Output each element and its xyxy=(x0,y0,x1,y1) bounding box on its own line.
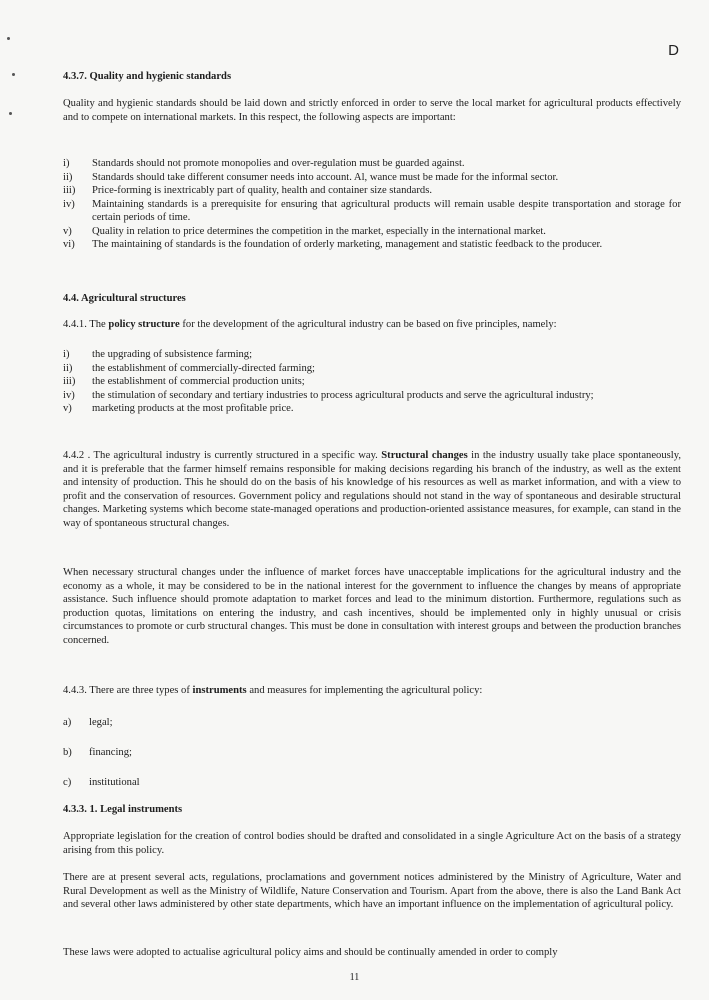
list-item: i) Standards should not promote monopolies and over-regulation must be guarded against. xyxy=(63,158,465,169)
page-number: 11 xyxy=(349,972,360,983)
list-item: c) institutional xyxy=(63,777,140,788)
list-item: ii) Standards should take different consumer needs into account. Al, wance must be made for the informal sector. xyxy=(63,171,559,183)
paragraph-443: 4.4.3. There are three types of instruments and measures for implementing the agricultural policy: xyxy=(63,685,483,696)
scan-speck xyxy=(9,112,12,115)
corner-letter: D xyxy=(668,42,679,59)
list-item: iv) Maintaining standards is a prerequisite for ensuring that agricultural products will remain usable despite transportation and storage for certain periods of time. xyxy=(63,198,681,223)
list-quality-aspects xyxy=(63,157,681,252)
paragraph-when-necessary: When necessary structural changes under the influence of market forces have unacceptable implications for the agricultural industry and the economy as a whole, it may be considered to be in the national interest for the government to influence the changes by means of appropriate assistance. Such influence should promote adaptation to market forces and lead to the minimum distortion. Furthermore, regulations such as production quotas, limitations on entering the industry, and cash incentives, should be implemented only in highly unusual or crisis circumstances to promote or curb structural changes. This must be done in consultation with interest groups and between the production branches concerned. xyxy=(63,567,681,646)
paragraph-legal-2: There are at present several acts, regulations, proclamations and government notices administered by the Ministry of Agriculture, Water and Rural Development as well as the Ministry of Wildlife, Nature Conservation and Tourism. Apart from the above, there is also the Land Bank Act and several other laws administered by other state departments, which have an important influence on the implementation of agricultural policy. xyxy=(63,872,681,910)
list-item: a) legal; xyxy=(63,717,113,728)
scan-speck xyxy=(7,37,10,40)
section-heading-structures: 4.4. Agricultural structures xyxy=(63,293,186,304)
scan-speck xyxy=(12,73,15,76)
paragraph-legal-3: These laws were adopted to actualise agricultural policy aims and should be continually amended in order to comply xyxy=(63,947,558,958)
paragraph-441: 4.4.1. The policy structure for the development of the agricultural industry can be based on five principles, namely: xyxy=(63,319,557,330)
list-item: i) the upgrading of subsistence farming; xyxy=(63,349,253,360)
list-item: v) Quality in relation to price determines the competition in the market, especially in the international market. xyxy=(63,225,546,237)
list-policy-principles xyxy=(63,348,681,416)
list-item: vi) The maintaining of standards is the foundation of orderly marketing, management and statistic feedback to the producer. xyxy=(63,239,603,250)
section-heading-quality: 4.3.7. Quality and hygienic standards xyxy=(63,71,232,82)
list-instrument-types xyxy=(63,716,681,806)
section-heading-legal: 4.3.3. 1. Legal instruments xyxy=(63,804,183,815)
paragraph-legal-1: Appropriate legislation for the creation of control bodies should be drafted and consolidated in a single Agriculture Act on the basis of a strategy arising from this policy. xyxy=(63,831,681,856)
paragraph-442: 4.4.2 . The agricultural industry is currently structured in a specific way. Structural changes in the industry usually take place spontaneously, and it is preferable that the farmer himself remains responsible for making decisions regarding his branch of the industry, as well as the extent and intensity of production. This he should do on the basis of his knowledge of his resources as well as market information, and with a view to profit and the conservation of resources. Government policy and regulations should not stand in the way of spontaneous and desirable structural changes. Marketing systems which become state-managed operations and production-oriented assistance measures, for example, can stand in the way of spontaneous structural changes. xyxy=(63,450,681,529)
list-item: ii) the establishment of commercially-directed farming; xyxy=(63,362,315,374)
list-item: v) marketing products at the most profitable price. xyxy=(63,403,294,414)
list-item: iii) the establishment of commercial production units; xyxy=(63,376,305,387)
paragraph-quality-intro: Quality and hygienic standards should be laid down and strictly enforced in order to serve the local market for agricultural products effectively and to compete on international markets. In this respect, the following aspects are important: xyxy=(63,98,681,123)
list-item: iii) Price-forming is inextricably part of quality, health and container size standards. xyxy=(63,185,432,196)
list-item: b) financing; xyxy=(63,747,132,758)
list-item: iv) the stimulation of secondary and tertiary industries to process agricultural products and serve the agricultural industry; xyxy=(63,389,594,401)
